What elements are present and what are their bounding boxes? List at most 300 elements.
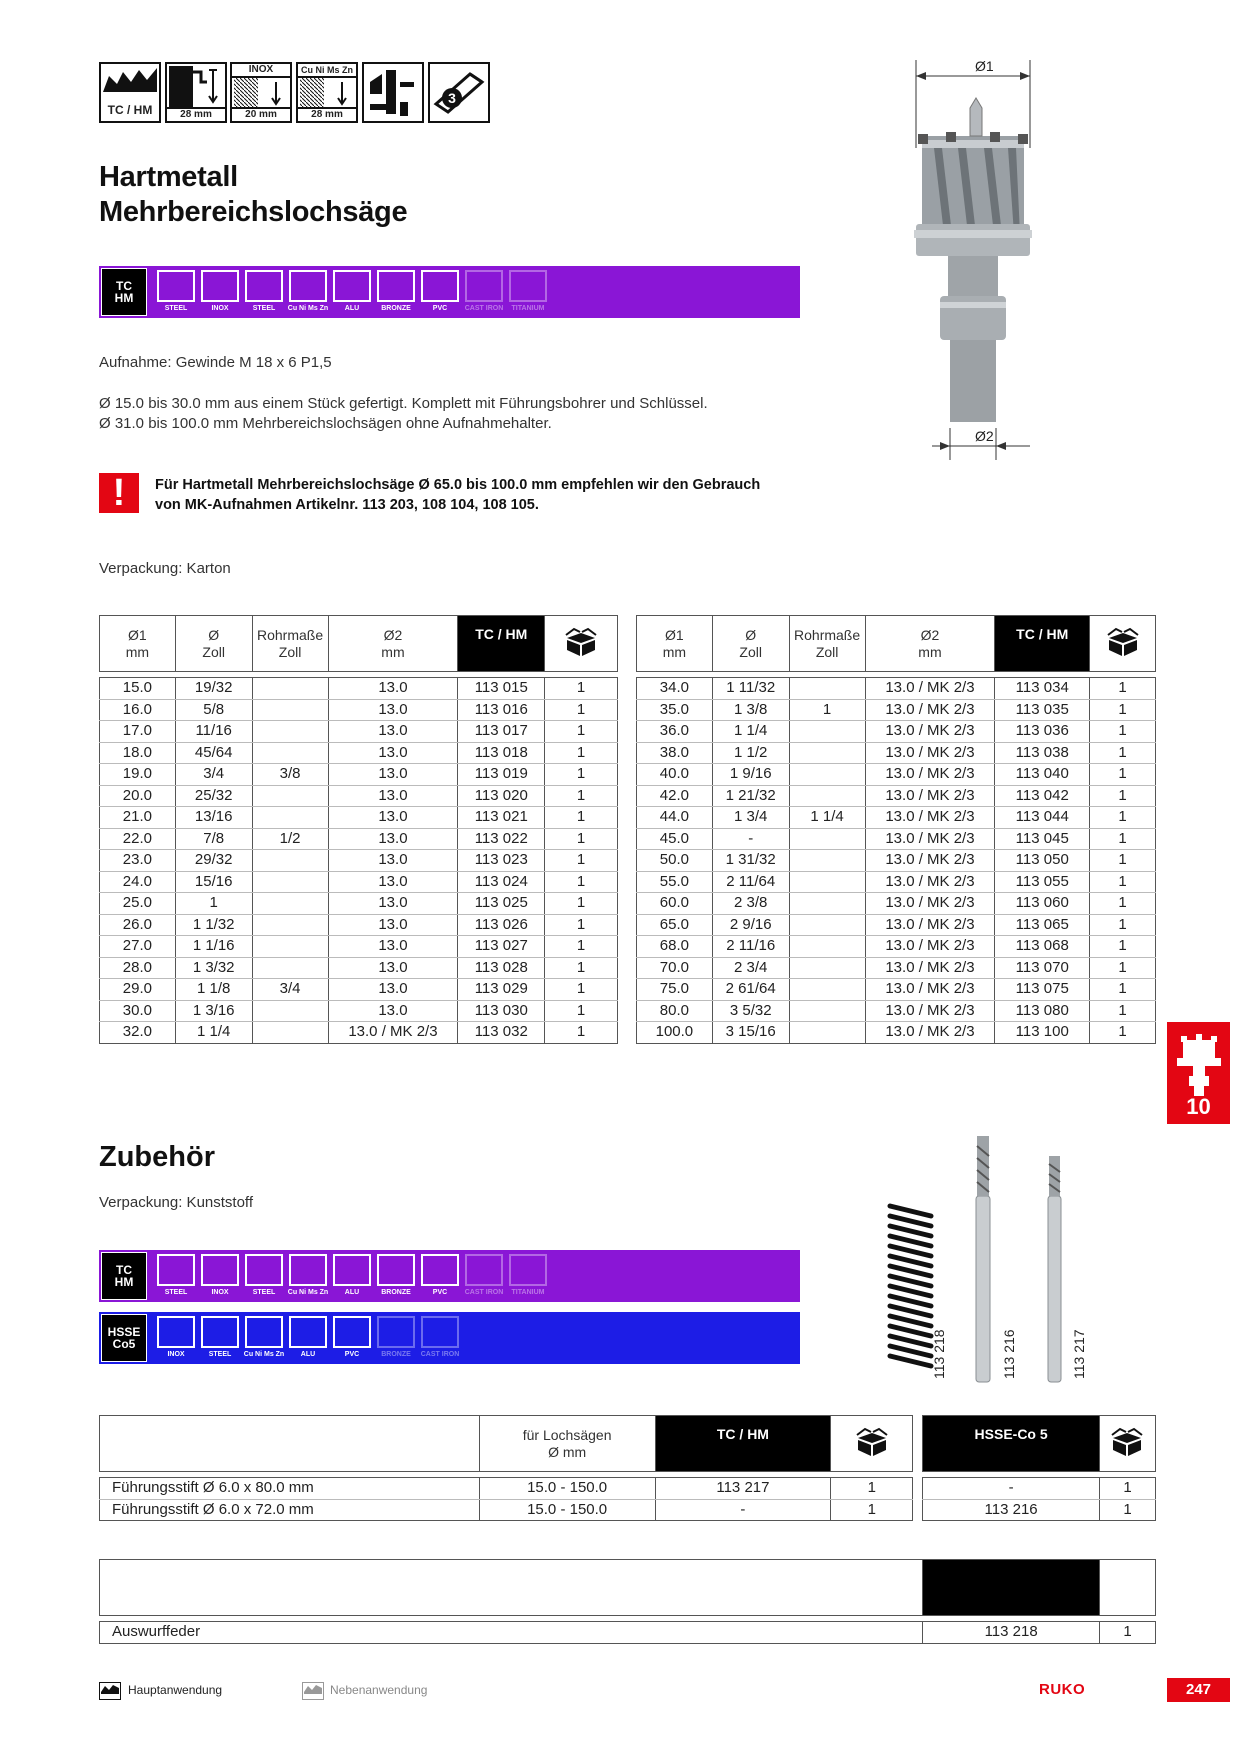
table-cell: 36.0 — [637, 721, 713, 743]
material-symbol-icon — [377, 1316, 415, 1348]
table-row — [637, 979, 1156, 1001]
table-cell: 1 — [1090, 1022, 1156, 1044]
packaging-karton: Verpackung: Karton — [99, 560, 231, 577]
table-cell — [789, 1000, 865, 1022]
table-cell: 13.0 / MK 2/3 — [865, 1000, 995, 1022]
material-symbol-icon — [289, 1254, 327, 1286]
table-cell: 113 020 — [458, 785, 545, 807]
table-row — [637, 936, 1156, 958]
table-cell: 113 025 — [458, 893, 545, 915]
table-cell: 3 5/32 — [712, 1000, 789, 1022]
table-cell: 113 018 — [458, 742, 545, 764]
table-cell: 13.0 / MK 2/3 — [865, 1022, 995, 1044]
table-cell: 1 3/32 — [175, 957, 252, 979]
table-cell: 113 055 — [995, 871, 1090, 893]
table-cell: 1 — [545, 936, 618, 958]
table-cell — [789, 936, 865, 958]
table-cell: 13.0 / MK 2/3 — [865, 828, 995, 850]
table-cell: 13.0 / MK 2/3 — [865, 785, 995, 807]
table-cell — [789, 678, 865, 700]
depth-cuni-label: 28 mm — [298, 107, 356, 121]
table-cell: 13.0 — [328, 678, 458, 700]
tc-code-block: TC HM — [101, 1252, 147, 1300]
material-7-icon — [419, 1254, 461, 1298]
table-cell: 1 1/32 — [175, 914, 252, 936]
table-cell: 44.0 — [637, 807, 713, 829]
table-row — [637, 957, 1156, 979]
table-cell: 1 — [545, 742, 618, 764]
table-cell: 50.0 — [637, 850, 713, 872]
table-cell: 80.0 — [637, 1000, 713, 1022]
material-2-icon — [199, 270, 241, 314]
table-cell: 113 021 — [458, 807, 545, 829]
table-cell: 1 — [1090, 828, 1156, 850]
table-cell — [789, 871, 865, 893]
table-cell: 13.0 — [328, 936, 458, 958]
table-cell — [252, 1000, 328, 1022]
table-cell: 3 15/16 — [712, 1022, 789, 1044]
table-cell: 113 023 — [458, 850, 545, 872]
table-cell — [789, 721, 865, 743]
table-cell: 1 — [1090, 807, 1156, 829]
material-4-icon — [287, 1316, 329, 1360]
tchm-label: TC / HM — [107, 103, 153, 117]
material-label: STEEL — [252, 305, 276, 312]
material-symbol-icon — [377, 1254, 415, 1286]
table-cell: 2 11/64 — [712, 871, 789, 893]
material-symbol-icon — [465, 1254, 503, 1286]
spring-qty-header — [1100, 1560, 1156, 1616]
warning-text — [155, 475, 760, 515]
info-line2: Ø 31.0 bis 100.0 mm Mehrbereichslochsägen ohne Aufnahmehalter. — [99, 415, 552, 432]
table-row: Führungsstift Ø 6.0 x 80.0 mm 15.0 - 150.0 113 217 1 - 1 — [100, 1478, 1156, 1500]
material-5-icon — [331, 1254, 373, 1298]
table-cell: 1 1/16 — [175, 936, 252, 958]
machine-icon — [362, 62, 424, 123]
material-label: BRONZE — [381, 1289, 411, 1296]
table-cell: 1 — [1090, 785, 1156, 807]
table-cell: 29.0 — [100, 979, 176, 1001]
material-label: PVC — [432, 305, 448, 312]
brand-logo: RUKO — [1039, 1681, 1086, 1698]
material-5-icon — [331, 1316, 373, 1360]
table-cell — [789, 1022, 865, 1044]
table-cell: 19.0 — [100, 764, 176, 786]
table-cell: 1 31/32 — [712, 850, 789, 872]
table-cell: 1 — [1090, 936, 1156, 958]
material-label: ALU — [344, 305, 360, 312]
material-label: CAST IRON — [420, 1351, 460, 1358]
table-cell — [789, 764, 865, 786]
table-cell: 1 1/4 — [789, 807, 865, 829]
table-row — [637, 850, 1156, 872]
footer-neben: Nebenanwendung — [330, 1683, 428, 1697]
material-label: Cu Ni Ms Zn — [243, 1351, 285, 1358]
table-row — [637, 742, 1156, 764]
table-row — [637, 699, 1156, 721]
material-symbol-icon — [157, 1316, 195, 1348]
material-label: INOX — [211, 1289, 229, 1296]
table-cell: 40.0 — [637, 764, 713, 786]
table-cell: 1 9/16 — [712, 764, 789, 786]
material-1-icon — [155, 270, 197, 314]
table-row — [100, 871, 618, 893]
material-symbol-icon — [465, 270, 503, 302]
table-cell: 3/4 — [252, 979, 328, 1001]
table-row — [100, 721, 618, 743]
table-cell — [252, 742, 328, 764]
table-cell: 113 044 — [995, 807, 1090, 829]
col-d1-header: Ø1 mm — [637, 616, 713, 672]
material-label: CAST IRON — [464, 1289, 504, 1296]
table-cell: 70.0 — [637, 957, 713, 979]
table-cell: 24.0 — [100, 871, 176, 893]
dim-d1-label: Ø1 — [975, 58, 994, 74]
acc-name-header — [100, 1416, 480, 1472]
table-cell: 13.0 / MK 2/3 — [865, 936, 995, 958]
col-rohr-header: Rohrmaße Zoll — [789, 616, 865, 672]
table-cell: 7/8 — [175, 828, 252, 850]
product-table-right — [636, 615, 1156, 1044]
table-cell: 1 — [1090, 957, 1156, 979]
col-package-header — [545, 616, 618, 672]
table-cell: 1 — [1090, 699, 1156, 721]
tchm-icon — [99, 62, 161, 123]
table-cell: 113 019 — [458, 764, 545, 786]
col-tc-header: TC / HM — [458, 616, 545, 672]
table-row — [637, 893, 1156, 915]
zubehoer-title: Zubehör — [99, 1141, 215, 1173]
tc-material-bar — [99, 266, 800, 318]
table-cell: 2 3/8 — [712, 893, 789, 915]
table-row — [100, 893, 618, 915]
table-row — [637, 721, 1156, 743]
table-cell: 113 022 — [458, 828, 545, 850]
table-cell — [252, 721, 328, 743]
table-cell — [789, 979, 865, 1001]
material-6-icon — [375, 1316, 417, 1360]
table-cell: 2 61/64 — [712, 979, 789, 1001]
depth-steel-icon — [165, 62, 227, 123]
table-cell: 113 016 — [458, 699, 545, 721]
material-symbol-icon — [333, 1316, 371, 1348]
table-row — [637, 828, 1156, 850]
table-cell: 1 — [1090, 979, 1156, 1001]
table-cell: 1 — [1090, 871, 1156, 893]
table-cell: 13.0 / MK 2/3 — [865, 721, 995, 743]
table-cell: 18.0 — [100, 742, 176, 764]
material-symbol-icon — [289, 1316, 327, 1348]
table-cell: 113 015 — [458, 678, 545, 700]
dim-d2-label: Ø2 — [975, 428, 994, 444]
table-cell: 42.0 — [637, 785, 713, 807]
accessories-table — [99, 1415, 1156, 1521]
table-cell: 1 — [1090, 914, 1156, 936]
material-9-icon — [507, 1254, 549, 1298]
table-cell — [789, 785, 865, 807]
table-row: Auswurffeder 113 218 1 — [100, 1622, 1156, 1644]
col-d2-header: Ø2 mm — [328, 616, 458, 672]
table-cell: 2 11/16 — [712, 936, 789, 958]
material-4-icon — [287, 1254, 329, 1298]
table-cell: 25/32 — [175, 785, 252, 807]
table-cell: 13.0 — [328, 914, 458, 936]
image-label-pin-217: 113 217 — [1071, 1329, 1087, 1379]
material-label: PVC — [432, 1289, 448, 1296]
table-row — [100, 850, 618, 872]
material-label: BRONZE — [381, 305, 411, 312]
packaging-kunststoff: Verpackung: Kunststoff — [99, 1194, 253, 1211]
pin-113216-image — [976, 1136, 990, 1382]
material-symbol-icon — [377, 270, 415, 302]
table-cell — [252, 785, 328, 807]
table-cell — [252, 957, 328, 979]
table-cell: 1 — [1090, 1000, 1156, 1022]
material-label: TITANIUM — [511, 305, 545, 312]
material-label: PVC — [344, 1351, 360, 1358]
table-cell — [789, 828, 865, 850]
table-cell: 13.0 / MK 2/3 — [865, 742, 995, 764]
material-3-icon — [243, 270, 285, 314]
material-label: Cu Ni Ms Zn — [287, 305, 329, 312]
table-cell: 1 1/8 — [175, 979, 252, 1001]
col-rohr-header: Rohrmaße Zoll — [252, 616, 328, 672]
table-cell: 113 100 — [995, 1022, 1090, 1044]
table-row — [637, 1022, 1156, 1044]
table-cell: 113 065 — [995, 914, 1090, 936]
material-symbol-icon — [333, 270, 371, 302]
table-cell: 25.0 — [100, 893, 176, 915]
step-3-icon — [428, 62, 490, 123]
material-3-icon — [243, 1316, 285, 1360]
table-cell: 13.0 — [328, 764, 458, 786]
table-row — [100, 979, 618, 1001]
table-cell: 13.0 / MK 2/3 — [865, 764, 995, 786]
material-1-icon — [155, 1254, 197, 1298]
table-cell: 23.0 — [100, 850, 176, 872]
table-cell — [252, 678, 328, 700]
material-label: ALU — [344, 1289, 360, 1296]
table-row — [100, 914, 618, 936]
table-cell: 113 017 — [458, 721, 545, 743]
table-row: Führungsstift Ø 6.0 x 72.0 mm 15.0 - 150.0 - 1 113 216 1 — [100, 1499, 1156, 1521]
material-symbol-icon — [245, 1316, 283, 1348]
image-label-spring: 113 218 — [931, 1329, 947, 1379]
table-cell: 68.0 — [637, 936, 713, 958]
table-cell: 1 — [545, 807, 618, 829]
hauptanwendung-icon — [99, 1682, 121, 1700]
table-row — [100, 807, 618, 829]
table-cell: 1 — [1090, 893, 1156, 915]
aufnahme-text: Aufnahme: Gewinde M 18 x 6 P1,5 — [99, 354, 332, 371]
material-label: Cu Ni Ms Zn — [287, 1289, 329, 1296]
package-icon — [855, 1427, 889, 1457]
step-number: 3 — [448, 90, 456, 106]
table-row — [637, 871, 1156, 893]
table-cell: 20.0 — [100, 785, 176, 807]
table-cell: 1 — [545, 1000, 618, 1022]
table-cell: 13.0 — [328, 957, 458, 979]
material-label: INOX — [211, 305, 229, 312]
material-8-icon — [463, 1254, 505, 1298]
tc-code-block — [101, 268, 147, 316]
warning-line1: Für Hartmetall Mehrbereichslochsäge Ø 65.0 bis 100.0 mm empfehlen wir den Gebrauch — [155, 477, 761, 493]
table-cell: 1 21/32 — [712, 785, 789, 807]
footer-haupt: Hauptanwendung — [128, 1683, 223, 1697]
spring-table — [99, 1559, 1156, 1644]
table-cell: 13.0 / MK 2/3 — [328, 1022, 458, 1044]
table-cell: 1 3/16 — [175, 1000, 252, 1022]
spring-code-header — [923, 1560, 1100, 1616]
material-symbol-icon — [289, 270, 327, 302]
table-cell: 1 1/4 — [175, 1022, 252, 1044]
table-cell: 113 075 — [995, 979, 1090, 1001]
depth-steel-label: 28 mm — [167, 107, 225, 121]
table-cell: 1 — [545, 979, 618, 1001]
package-icon — [1106, 627, 1140, 657]
hsse-material-bar — [99, 1312, 800, 1364]
depth-cuni-icon — [296, 62, 358, 123]
table-cell: 13/16 — [175, 807, 252, 829]
depth-inox-label: 20 mm — [232, 107, 290, 121]
table-cell: 1/2 — [252, 828, 328, 850]
spring-image — [890, 1206, 931, 1366]
table-cell: 32.0 — [100, 1022, 176, 1044]
table-cell: 1 — [1090, 764, 1156, 786]
table-cell: 113 080 — [995, 1000, 1090, 1022]
table-cell — [789, 914, 865, 936]
table-cell: 13.0 / MK 2/3 — [865, 699, 995, 721]
depth-inox-icon — [230, 62, 292, 123]
table-cell: 17.0 — [100, 721, 176, 743]
table-cell: 113 034 — [995, 678, 1090, 700]
table-cell: 1 — [545, 914, 618, 936]
tc-code-line2: HM — [114, 291, 134, 305]
table-row — [100, 764, 618, 786]
table-cell: 113 024 — [458, 871, 545, 893]
material-2-icon — [199, 1254, 241, 1298]
table-cell: 2 3/4 — [712, 957, 789, 979]
table-cell: 1 — [545, 871, 618, 893]
col-tc-header: TC / HM — [995, 616, 1090, 672]
image-label-pin-216: 113 216 — [1001, 1329, 1017, 1379]
material-symbol-icon — [157, 270, 195, 302]
material-label: INOX — [167, 1351, 185, 1358]
material-5-icon — [331, 270, 373, 314]
material-6-icon — [375, 270, 417, 314]
table-cell: 5/8 — [175, 699, 252, 721]
table-cell — [252, 807, 328, 829]
table-cell: 60.0 — [637, 893, 713, 915]
table-cell: 113 036 — [995, 721, 1090, 743]
chapter-tab[interactable] — [1167, 1022, 1230, 1124]
table-cell — [252, 871, 328, 893]
table-cell: 22.0 — [100, 828, 176, 850]
table-row — [637, 764, 1156, 786]
warning-icon: ! — [99, 473, 139, 513]
table-cell: 34.0 — [637, 678, 713, 700]
material-7-icon — [419, 1316, 461, 1360]
page-number: 247 — [1167, 1678, 1230, 1702]
table-cell — [789, 893, 865, 915]
table-cell: 1 1/4 — [712, 721, 789, 743]
table-row — [100, 1000, 618, 1022]
table-cell: 1 — [545, 957, 618, 979]
material-label: STEEL — [164, 1289, 188, 1296]
table-row — [637, 1000, 1156, 1022]
table-cell: 1 — [545, 721, 618, 743]
table-cell: 1 3/4 — [712, 807, 789, 829]
table-cell: 113 027 — [458, 936, 545, 958]
pin-113217-image — [1048, 1156, 1061, 1382]
material-label: CAST IRON — [464, 305, 504, 312]
material-label: STEEL — [208, 1351, 232, 1358]
material-symbol-icon — [245, 1254, 283, 1286]
table-cell: - — [712, 828, 789, 850]
material-label: BRONZE — [381, 1351, 411, 1358]
table-cell: 1 — [545, 764, 618, 786]
table-cell: 1 11/32 — [712, 678, 789, 700]
acc-tc-package-header — [831, 1416, 913, 1472]
table-cell: 13.0 / MK 2/3 — [865, 850, 995, 872]
table-cell: 1 — [1090, 742, 1156, 764]
material-1-icon — [155, 1316, 197, 1360]
table-cell: 19/32 — [175, 678, 252, 700]
table-cell: 3/4 — [175, 764, 252, 786]
material-9-icon — [507, 270, 549, 314]
table-row — [100, 678, 618, 700]
table-cell: 13.0 — [328, 871, 458, 893]
material-4-icon — [287, 270, 329, 314]
table-cell: 113 040 — [995, 764, 1090, 786]
table-cell — [252, 699, 328, 721]
table-cell: 1 — [545, 893, 618, 915]
table-cell: 1 — [545, 828, 618, 850]
table-cell: 13.0 — [328, 807, 458, 829]
table-row — [100, 957, 618, 979]
tc-code-line1: TC — [116, 279, 132, 293]
table-cell: 38.0 — [637, 742, 713, 764]
material-2-icon — [199, 1316, 241, 1360]
material-8-icon — [463, 270, 505, 314]
table-cell: 13.0 — [328, 742, 458, 764]
table-row — [100, 742, 618, 764]
table-cell: 29/32 — [175, 850, 252, 872]
table-cell: 35.0 — [637, 699, 713, 721]
material-symbol-icon — [509, 1254, 547, 1286]
table-cell: 113 050 — [995, 850, 1090, 872]
table-row — [100, 828, 618, 850]
table-cell: 13.0 / MK 2/3 — [865, 871, 995, 893]
material-symbol-icon — [509, 270, 547, 302]
table-row — [637, 914, 1156, 936]
table-cell: 1 — [545, 850, 618, 872]
hsse-code-block: HSSE Co5 — [101, 1314, 147, 1362]
warning-line2: von MK-Aufnahmen Artikelnr. 113 203, 108 104, 108 105. — [155, 497, 539, 513]
col-d2-header: Ø2 mm — [865, 616, 995, 672]
table-cell: 1 — [1090, 721, 1156, 743]
title-line2: Mehrbereichslochsäge — [99, 196, 408, 228]
table-cell: 113 028 — [458, 957, 545, 979]
table-cell: 13.0 — [328, 979, 458, 1001]
tc-material-bar-accessories — [99, 1250, 800, 1302]
material-label: TITANIUM — [511, 1289, 545, 1296]
table-cell: 113 035 — [995, 699, 1090, 721]
table-cell: 1 — [545, 699, 618, 721]
table-cell: 113 032 — [458, 1022, 545, 1044]
table-cell: 2 9/16 — [712, 914, 789, 936]
table-cell — [252, 893, 328, 915]
